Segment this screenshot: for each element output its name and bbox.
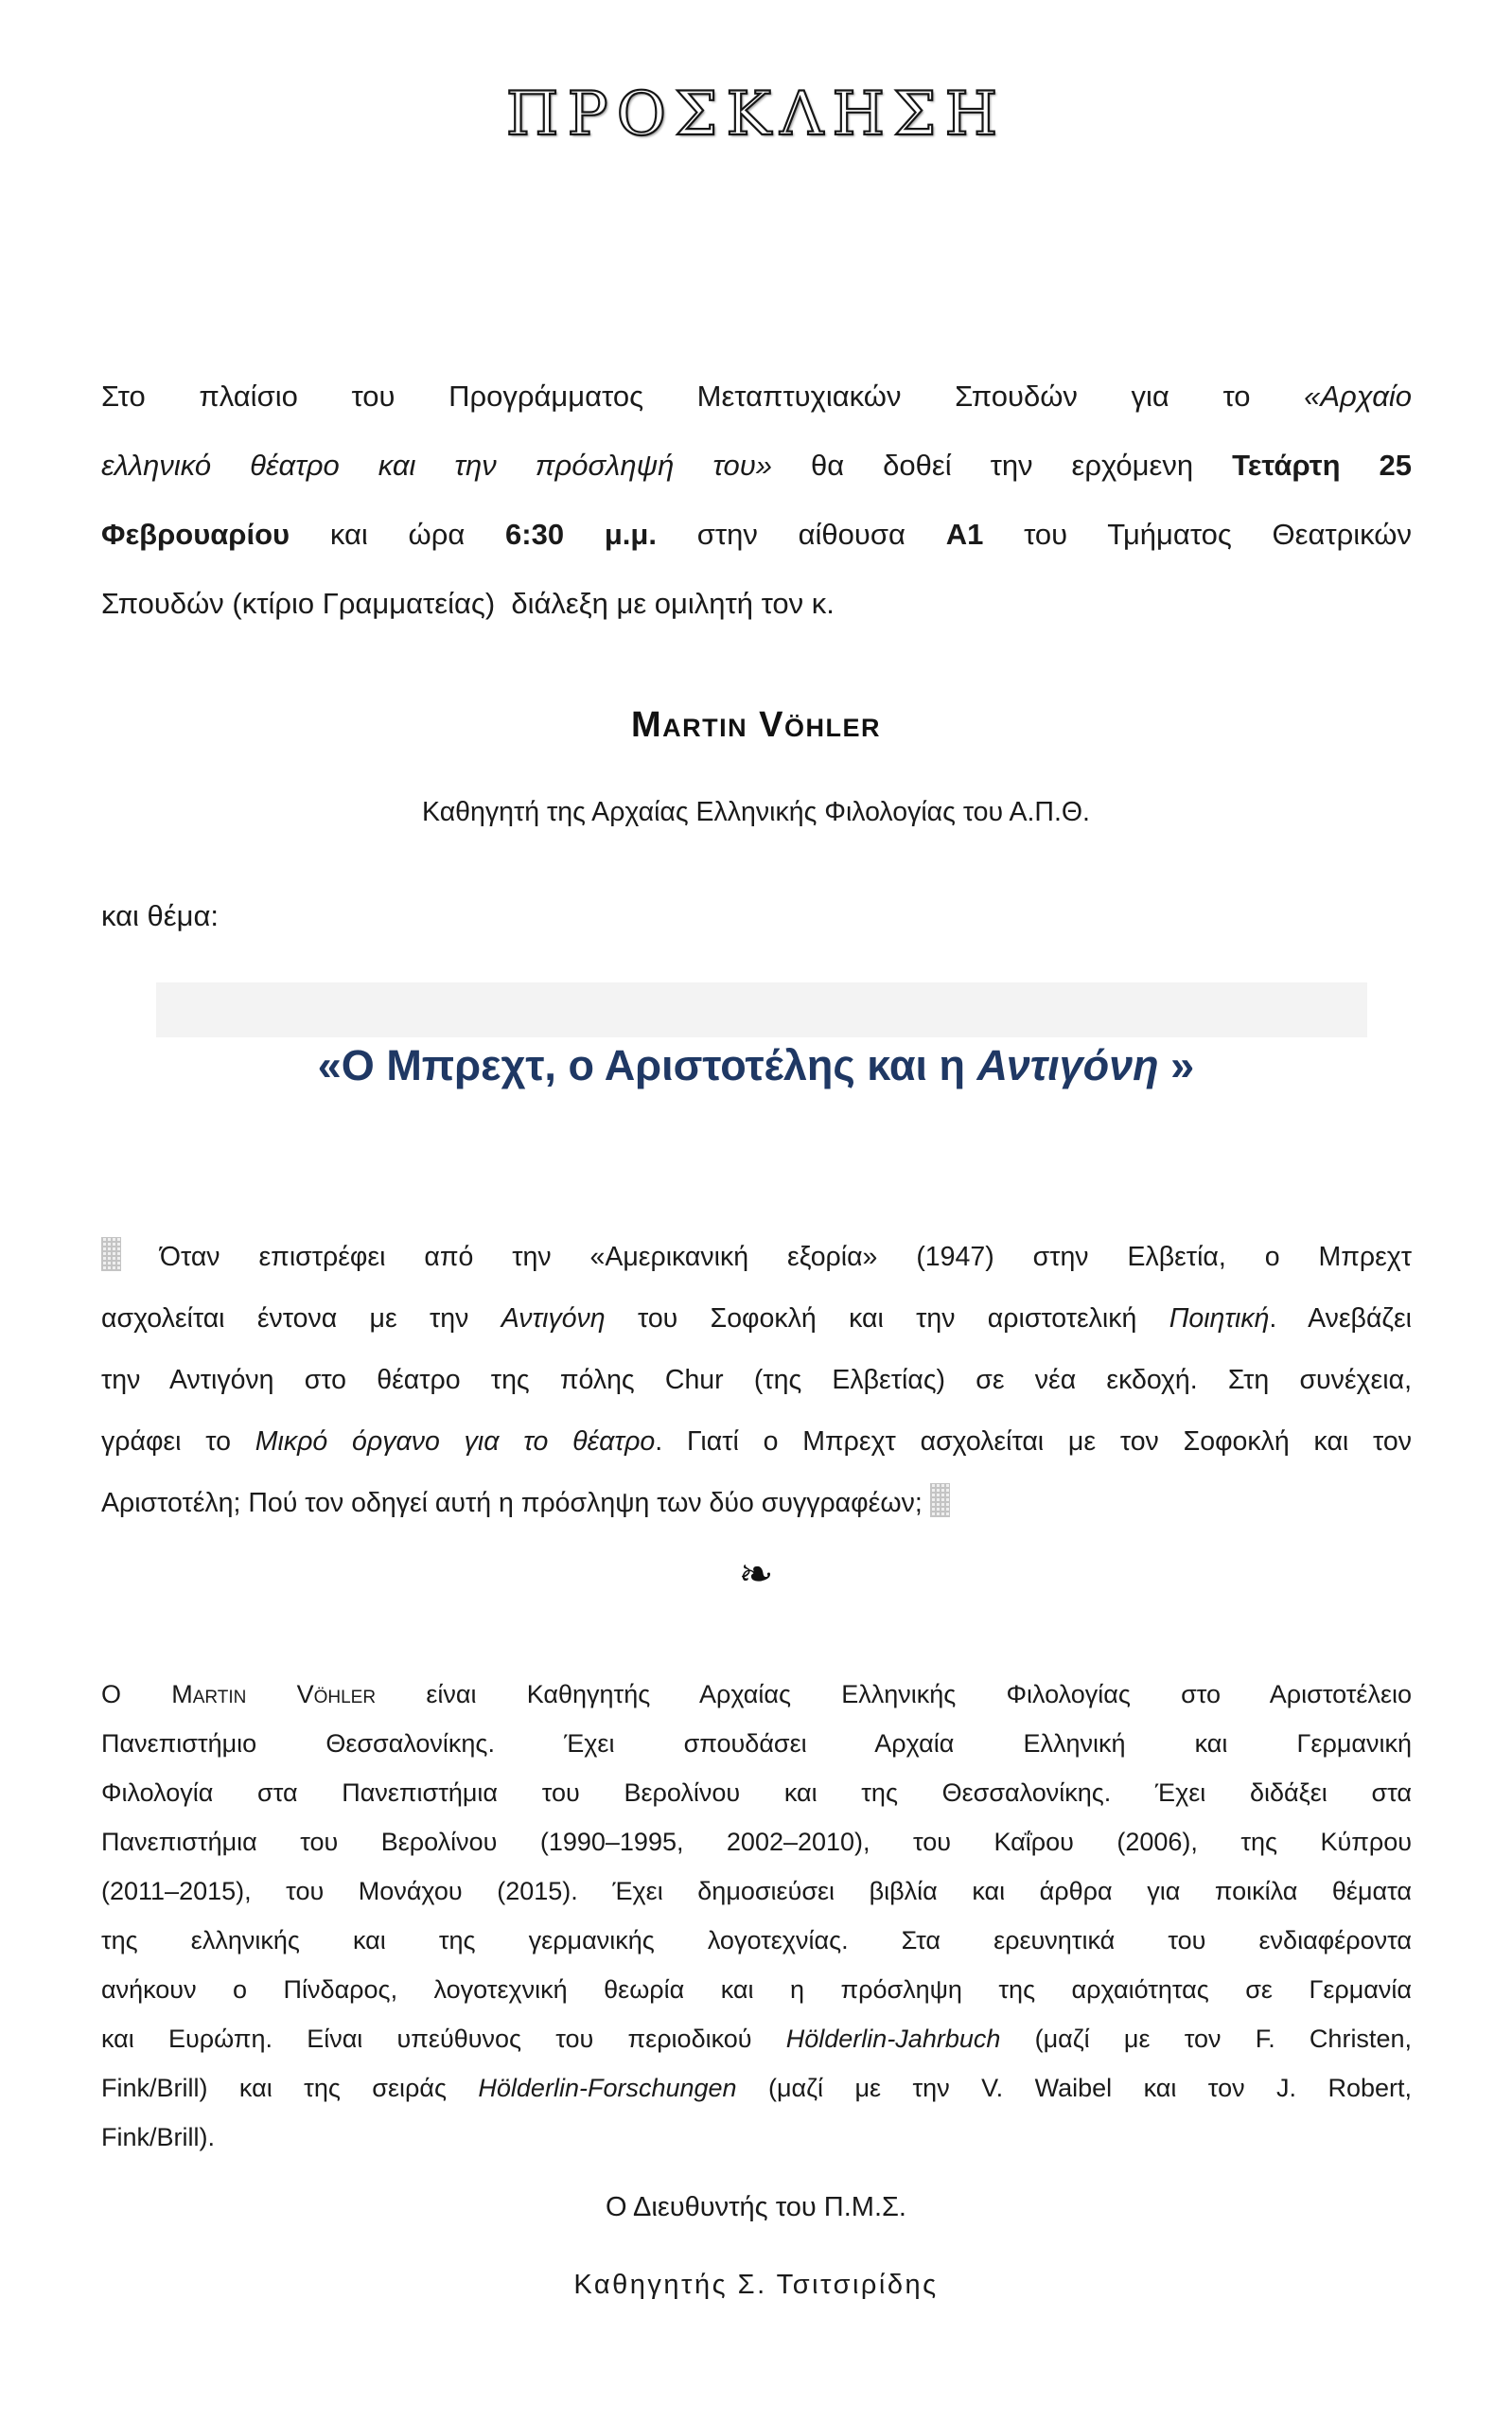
text-segment: » (1158, 1041, 1195, 1089)
speaker-affiliation: Καθηγητή της Αρχαίας Ελληνικής Φιλολογίας του Α.Π.Θ. (422, 797, 1090, 827)
speaker-name: Martin Vöhler (630, 705, 882, 745)
doc-title: ΠΡΟΣΚΛΗΣΗ (505, 80, 1007, 150)
text-segment: του Τμήματος Θεατρικών (983, 518, 1413, 551)
text-segment: Φιλολογία στα Πανεπιστήμια του Βερολίνου και της Θεσσαλονίκης. Έχει διδάξει στα (101, 1778, 1412, 1807)
abstract-line (101, 1227, 1412, 1288)
bio-line (101, 1866, 1412, 1916)
text-segment: ανήκουν ο Πίνδαρος, λογοτεχνική θεωρία και η πρόσληψη της αρχαιότητας σε Γερμανία (101, 1975, 1412, 2004)
text-segment: ελληνικό θέατρο και την πρόσληψή του» (101, 449, 773, 482)
text-segment: στην αίθουσα (657, 518, 946, 551)
text-segment: Fink/Brill). (101, 2123, 215, 2151)
bio-line (101, 2014, 1412, 2063)
text-segment: και ώρα (290, 518, 506, 551)
text-segment: . Ανεβάζει (1269, 1303, 1413, 1334)
text-segment: Στο πλαίσιο του Προγράμματος Μεταπτυχιακών Σπουδών για το (101, 380, 1305, 413)
bio-line (101, 2063, 1412, 2113)
text-segment: γράφει το (101, 1426, 255, 1457)
text-segment: ασχολείται έντονα με την (101, 1303, 501, 1334)
text-segment: 6:30 μ.μ. (505, 518, 657, 551)
text-segment: Hölderlin-Forschungen (478, 2074, 737, 2102)
bio-line (101, 1719, 1412, 1768)
footer-signature-role: Ο Διευθυντής του Π.Μ.Σ. (605, 2192, 906, 2222)
text-segment: είναι Καθηγητής Αρχαίας Ελληνικής Φιλολογίας στο Αριστοτέλειο (376, 1680, 1412, 1708)
text-segment: την Αντιγόνη στο θέατρο της πόλης Chur (της Ελβετίας) σε νέα εκδοχή. Στη συνέχεια, (101, 1365, 1412, 1395)
intro-paragraph (101, 362, 1412, 638)
text-segment: Αντιγόνη (501, 1303, 606, 1334)
abstract-line (101, 1411, 1412, 1473)
intro-line (101, 569, 1412, 638)
text-segment: Πανεπιστήμιο Θεσσαλονίκης. Έχει σπουδάσει Αρχαία Ελληνική και Γερμανική (101, 1729, 1412, 1758)
abstract-line (101, 1473, 1412, 1534)
text-segment: θα δοθεί την ερχόμενη (772, 449, 1233, 482)
bio-line (101, 2113, 1412, 2162)
bio-paragraph (101, 1670, 1412, 2162)
text-segment: Φεβρουαρίου (101, 518, 290, 551)
text-segment: της ελληνικής και της γερμανικής λογοτεχνίας. Στα ερευνητικά του ενδιαφέροντα (101, 1926, 1412, 1954)
text-segment: και Ευρώπη. Είναι υπεύθυνος του περιοδικού (101, 2025, 786, 2053)
shaded-marker-icon (101, 1237, 121, 1271)
text-segment: Πανεπιστήμια του Βερολίνου (1990–1995, 2002–2010), του Καΐρου (2006), της Κύπρου (101, 1828, 1412, 1856)
text-segment: (μαζί με την V. Waibel και τον J. Robert, (736, 2074, 1413, 2102)
text-segment: Μικρό όργανο για το θέατρο (255, 1426, 656, 1457)
text-segment: «Ο Μπρεχτ, ο Αριστοτέλης και η (317, 1041, 977, 1089)
text-segment: Ποιητική (1169, 1303, 1270, 1334)
text-segment: Fink/Brill) και της σειράς (101, 2074, 479, 2102)
text-segment: «Αρχαίο (1304, 380, 1412, 413)
text-segment: Martin Vöhler (171, 1680, 377, 1708)
intro-line (101, 431, 1412, 500)
intro-line (101, 500, 1412, 569)
footer-signature-name: Καθηγητής Σ. Τσιτσιρίδης (573, 2270, 939, 2300)
text-segment: Όταν επιστρέφει από την «Αμερικανική εξορία» (1947) στην Ελβετία, ο Μπρεχτ (121, 1242, 1412, 1272)
text-segment: (2011–2015), του Μονάχου (2015). Έχει δημοσιεύσει βιβλία και άρθρα για ποικίλα θέματα (101, 1877, 1412, 1905)
text-segment: Ο (101, 1680, 172, 1708)
abstract-line (101, 1350, 1412, 1411)
text-segment: του Σοφοκλή και την αριστοτελική (605, 1303, 1169, 1334)
text-segment: Α1 (945, 518, 984, 551)
bio-line (101, 1916, 1412, 1965)
shaded-marker-icon (930, 1483, 950, 1517)
text-segment: (μαζί με τον F. Christen, (1000, 2025, 1412, 2053)
text-segment: Αντιγόνη (976, 1041, 1159, 1089)
bio-line (101, 1768, 1412, 1817)
text-segment: Τετάρτη 25 (1232, 449, 1412, 482)
bio-line (101, 1670, 1412, 1719)
bio-line (101, 1965, 1412, 2014)
abstract-paragraph (101, 1227, 1412, 1534)
text-segment: Hölderlin-Jahrbuch (785, 2025, 1001, 2053)
text-segment: Αριστοτέλη; Πού τον οδηγεί αυτή η πρόσληψη των δύο συγγραφέων; (101, 1488, 930, 1518)
theme-label: και θέμα: (101, 899, 219, 932)
intro-line (101, 362, 1412, 431)
abstract-line (101, 1288, 1412, 1350)
text-segment: Σπουδών (κτίριο Γραμματείας) διάλεξη με ομιλητή τον κ. (101, 587, 835, 620)
text-segment: . Γιατί ο Μπρεχτ ασχολείται με τον Σοφοκλή και τον (655, 1426, 1413, 1457)
fleuron-ornament-icon: ❧ (738, 1551, 774, 1598)
lecture-title (0, 1041, 1512, 1090)
bio-line (101, 1817, 1412, 1866)
highlight-band (156, 982, 1367, 1037)
